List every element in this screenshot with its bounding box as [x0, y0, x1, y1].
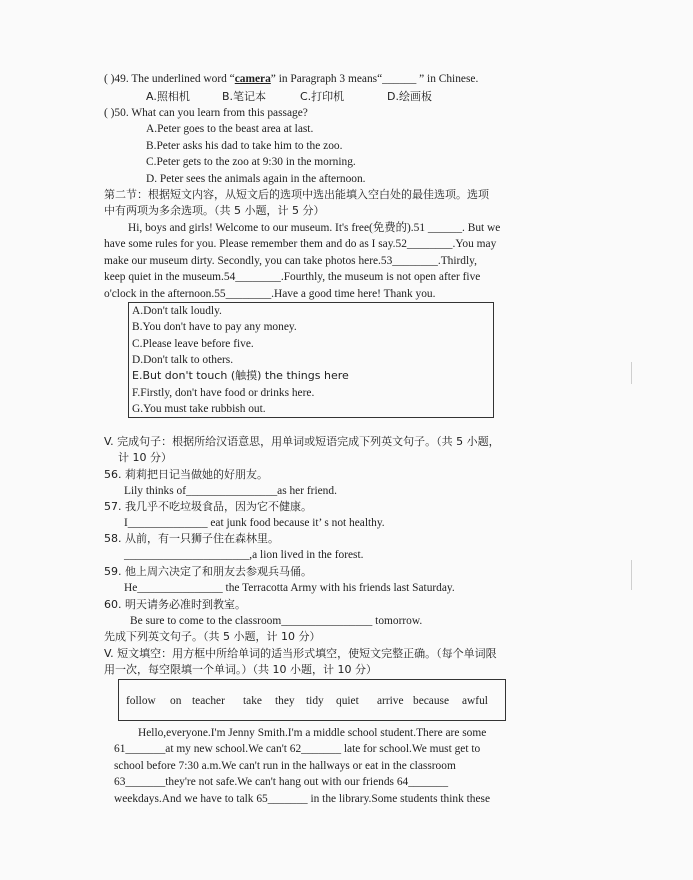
q50-option-b: B.Peter asks his dad to take him to the zoo. — [146, 140, 343, 152]
option-d: D.Don't talk to others. — [132, 354, 234, 366]
passage-line: Hi, boys and girls! Welcome to our museum. It's free(免费的).51 ______. But we — [128, 222, 501, 234]
passage-line: o'clock in the afternoon.55________.Have a good time here! Thank you. — [104, 288, 436, 300]
cloze-line: weekdays.And we have to talk 65_______ in the library.Some students think these — [114, 793, 491, 805]
q49-option-b: B.笔记本 — [222, 90, 267, 103]
passage-line: make our museum dirty. Secondly, you can take photos here.53________.Thirdly, — [104, 255, 477, 267]
cloze-line: 63_______they're not safe.We can't hang out with our friends 64_______ — [114, 776, 449, 788]
q59-chinese: 59. 他上周六决定了和朋友去参观兵马俑。 — [104, 565, 312, 578]
q57-english: I______________ eat junk food because it’ s not healthy. — [124, 517, 385, 529]
section2-heading-cont: 中有两项为多余选项。（共 5 小题，计 5 分） — [104, 204, 325, 217]
q50-stem: ( )50. What can you learn from this passage? — [104, 107, 308, 119]
overlap-line: 先成下列英文句子。（共 5 小题，计 10 分） — [104, 630, 321, 643]
section6-heading-cont: 用一次，每空限填一个单词。）（共 10 小题，计 10 分） — [104, 663, 377, 676]
q49-option-a: A.照相机 — [146, 90, 190, 103]
q59-english: He_______________ the Terracotta Army with his friends last Saturday. — [124, 582, 455, 594]
option-e: E.But don't touch (触摸) the things here — [132, 369, 349, 382]
word-bank-word: because — [413, 695, 450, 707]
q60-chinese: 60. 明天请务必准时到教室。 — [104, 598, 246, 611]
page-edge-shadow — [631, 560, 632, 590]
passage-line: keep quiet in the museum.54________.Fourthly, the museum is not open after five — [104, 271, 481, 283]
section5-heading: V. 完成句子：根据所给汉语意思，用单词或短语完成下列英文句子。（共 5 小题， — [104, 435, 500, 448]
q49-option-c: C.打印机 — [300, 90, 345, 103]
option-b: B.You don't have to pay any money. — [132, 321, 297, 333]
q56-chinese: 56. 莉莉把日记当做她的好朋友。 — [104, 468, 268, 481]
q56-english: Lily thinks of________________as her friend. — [124, 485, 337, 497]
section6-heading: V. 短文填空：用方框中所给单词的适当形式填空，使短文完整正确。（每个单词限 — [104, 647, 497, 660]
option-c: C.Please leave before five. — [132, 338, 254, 350]
section5-heading-cont: 计 10 分） — [118, 451, 172, 464]
q57-chinese: 57. 我几乎不吃垃圾食品，因为它不健康。 — [104, 500, 312, 513]
cloze-line: 61_______at my new school.We can't 62_______ late for school.We must get to — [114, 743, 481, 755]
q50-option-d: D. Peter sees the animals again in the afternoon. — [146, 173, 366, 185]
word-bank-word: tidy — [306, 695, 324, 707]
q60-english: Be sure to come to the classroom________________ tomorrow. — [130, 615, 423, 627]
option-f: F.Firstly, don't have food or drinks here. — [132, 387, 315, 399]
option-g: G.You must take rubbish out. — [132, 403, 266, 415]
word-bank-word: quiet — [336, 695, 359, 707]
word-bank-word: follow — [126, 695, 156, 707]
word-bank-word: arrive — [377, 695, 404, 707]
underlined-word: camera — [234, 73, 271, 85]
word-bank-word: awful — [462, 695, 488, 707]
option-a: A.Don't talk loudly. — [132, 305, 222, 317]
q49-option-d: D.绘画板 — [387, 90, 432, 103]
passage-line: have some rules for you. Please remember them and do as I say.52________.You may — [104, 238, 497, 250]
q50-option-a: A.Peter goes to the beast area at last. — [146, 123, 314, 135]
section2-heading: 第二节：根据短文内容，从短文后的选项中选出能填入空白处的最佳选项。选项 — [104, 188, 489, 201]
page-edge-shadow — [631, 362, 632, 384]
cloze-line: school before 7:30 a.m.We can't run in the hallways or eat in the classroom — [114, 760, 456, 772]
q58-chinese: 58. 从前，有一只狮子住在森林里。 — [104, 532, 279, 545]
word-bank-word: they — [275, 695, 295, 707]
cloze-line: Hello,everyone.I'm Jenny Smith.I'm a middle school student.There are some — [138, 727, 487, 739]
q58-english: ______________________,a lion lived in the forest. — [124, 549, 364, 561]
word-bank-word: take — [243, 695, 262, 707]
q50-option-c: C.Peter gets to the zoo at 9:30 in the morning. — [146, 156, 356, 168]
q49-stem: ( )49. The underlined word “camera” in Paragraph 3 means“______ ” in Chinese. — [104, 73, 479, 85]
word-bank-word: on — [170, 695, 182, 707]
word-bank-word: teacher — [192, 695, 225, 707]
